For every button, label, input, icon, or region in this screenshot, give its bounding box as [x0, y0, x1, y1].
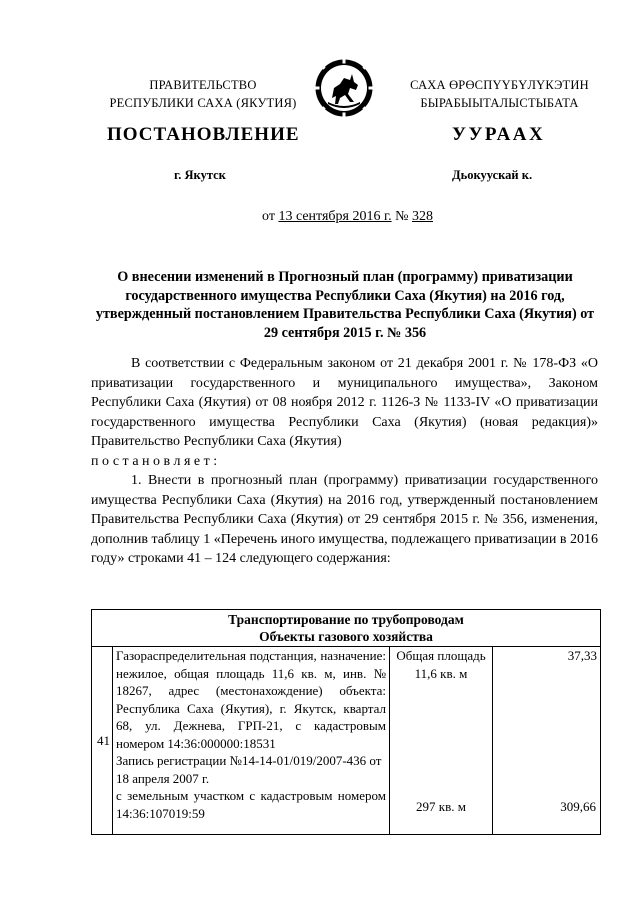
date-number-line: от 13 сентября 2016 г. № 328	[262, 209, 433, 224]
doc-type-sakha: УУРААХ	[452, 124, 546, 145]
row-number: 41	[92, 647, 113, 835]
city-sakha: Дьокуускай к.	[452, 168, 533, 182]
paragraph-preamble: В соответствии с Федеральным законом от 21 декабря 2001 г. № 178-ФЗ «О приватизации государственного и муниципального имущества», Законом Республики Саха (Якутия) от 08 ноября 2012 г. 1126-З № 1133-IV «О приватизации государственного имущества Республики Саха (Якутия) (новая редакция)» Правительство Республики Саха (Якутия)	[91, 356, 598, 449]
row-value: 37,33 309,66	[493, 647, 601, 835]
row-area: Общая площадь 11,6 кв. м 297 кв. м	[390, 647, 493, 835]
government-name-sakha: САХА ӨРӨСПҮҮБҮЛҮКЭТИН БЫРАБЫЫТАЛЫСТЫБАТА	[410, 78, 589, 110]
city-ru: г. Якутск	[174, 168, 226, 182]
document-body	[91, 354, 598, 569]
privatization-table	[91, 609, 601, 835]
decree-number: 328	[412, 209, 433, 224]
land-value: 309,66	[560, 798, 596, 814]
table-row	[92, 647, 601, 835]
doc-type-ru: ПОСТАНОВЛЕНИЕ	[107, 124, 300, 145]
document-heading: О внесении изменений в Прогнозный план (программу) приватизации государственного имущества Республики Саха (Якутия) на 2016 год, утвержденный постановлением Правительства Республики Саха (Якутия) от 29 сентября 2015 г. № 356	[95, 269, 595, 341]
row-description: Газораспределительная подстанция, назначение: нежилое, общая площадь 11,6 кв. м, инв. № 18267, адрес (местонахождение) объекта: Республика Саха (Якутия), г. Якутск, квартал 68, ул. Дежнева, ГРП-21, с кадастровым номером 14:36:000000:18531 Запись регистрации №14-14-01/019/2007-436 от 18 апреля 2007 г. с земельным участком с кадастровым номером 14:36:107019:59	[113, 647, 390, 835]
decree-word: постановляет:	[91, 453, 221, 469]
decree-date: 13 сентября 2016 г.	[278, 209, 392, 224]
government-name-ru: ПРАВИТЕЛЬСТВО РЕСПУБЛИКИ САХА (ЯКУТИЯ)	[109, 78, 297, 110]
coat-of-arms-icon	[314, 58, 374, 118]
paragraph-item-1: 1. Внести в прогнозный план (программу) приватизации государственного имущества Республики Саха (Якутия) на 2016 год, утвержденный постановлением Правительства Республики Саха (Якутия) от 29 сентября 2015 г. № 356, изменения, дополнив таблицу 1 «Перечень иного имущества, подлежащего приватизации в 2016 году» строками 41 – 124 следующего содержания:	[91, 473, 599, 566]
land-area: 297 кв. м	[416, 798, 466, 814]
table-section-header: Транспортирование по трубопроводам Объекты газового хозяйства	[92, 610, 601, 647]
